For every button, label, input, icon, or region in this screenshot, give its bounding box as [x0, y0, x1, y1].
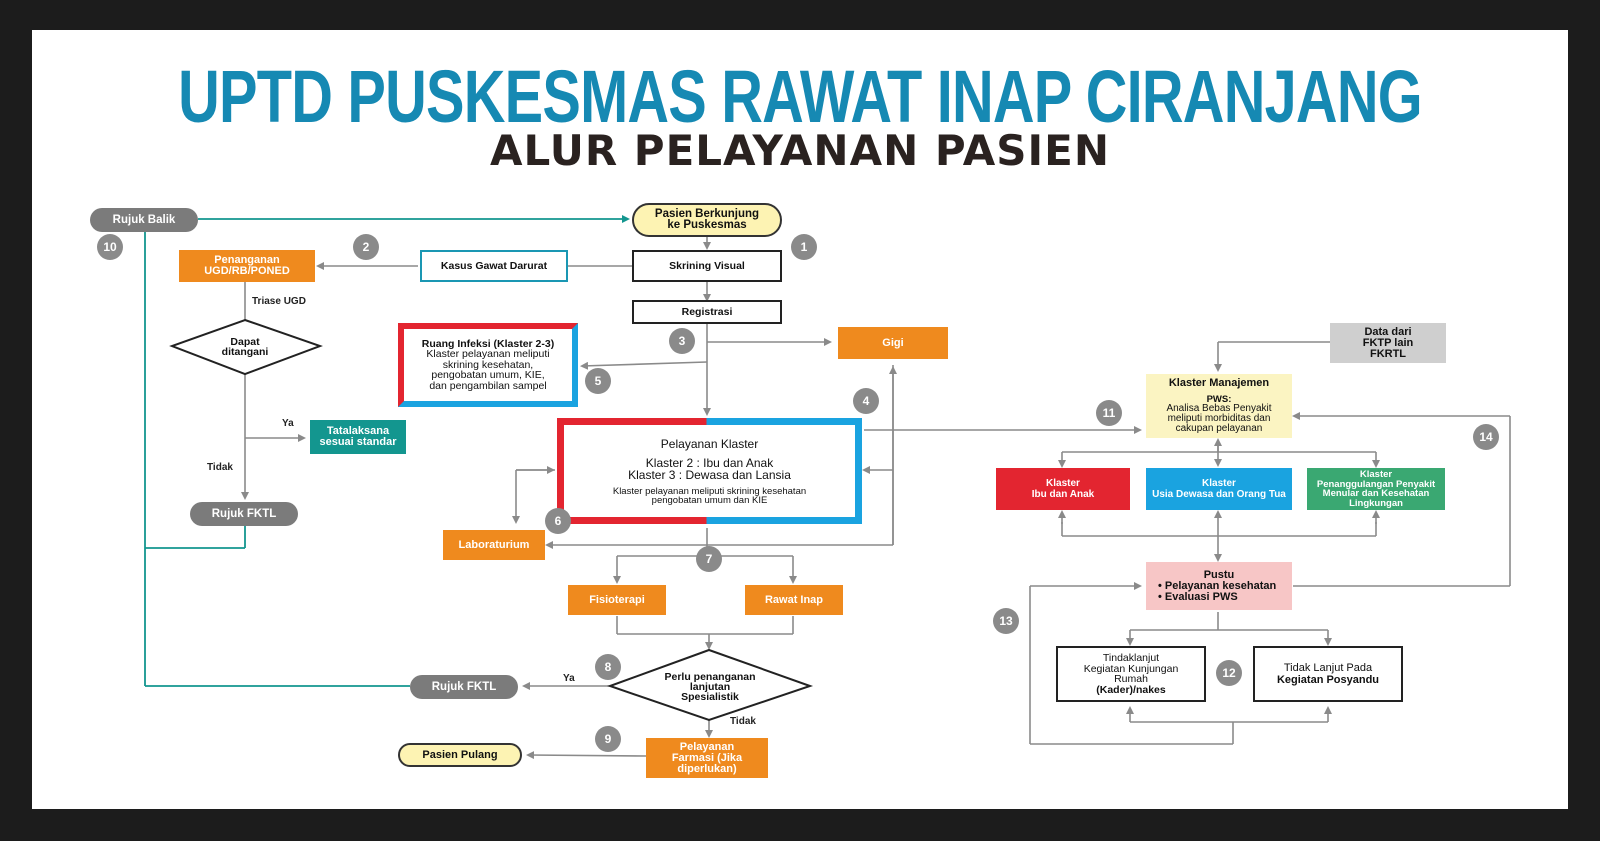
klaster-penyakit-line-3: Menular dan Kesehatan: [1322, 488, 1430, 499]
ruang-infeksi-line-4: dan pengambilan sampel: [429, 379, 547, 392]
ya-label-1: Ya: [282, 418, 294, 429]
step-badge-2: 2: [353, 234, 379, 260]
tidak-label-2: Tidak: [730, 716, 756, 727]
pelayanan-klaster-node: [557, 418, 862, 524]
step-badge-14: 14: [1473, 424, 1499, 450]
klaster-usia-line-1: Klaster: [1202, 478, 1236, 489]
perlu-penanganan-line-3: Spesialistik: [681, 691, 739, 703]
fisioterapi-node: Fisioterapi: [568, 585, 666, 615]
rujuk-fktl-node-2: Rujuk FKTL: [410, 675, 518, 699]
penanganan-ugd-line-2: UGD/RB/PONED: [204, 265, 290, 277]
perlu-penanganan-line-1: Perlu penanganan: [664, 671, 756, 683]
step-badge-12: 12: [1216, 660, 1242, 686]
step-badge-3: 3: [669, 328, 695, 354]
poster-subtitle: ALUR PELAYANAN PASIEN: [489, 126, 1111, 175]
tatalaksana-line-2: sesuai standar: [319, 436, 397, 448]
triase-ugd-label: Triase UGD: [252, 296, 306, 307]
perlu-penanganan-text: [640, 671, 780, 703]
klaster-penyakit-line-4: Lingkungan: [1349, 497, 1403, 509]
tindaklanjut-line-1: Tindaklanjut: [1102, 652, 1160, 664]
klaster-penyakit-node: [1307, 468, 1445, 510]
laboratorium-node: Laboraturium: [443, 530, 545, 560]
data-fktp-line-3: FKRTL: [1369, 347, 1407, 360]
klaster-ibu-line-2: Ibu dan Anak: [1031, 489, 1095, 500]
step-badge-1: 1: [791, 234, 817, 260]
step-badge-4: 4: [853, 388, 879, 414]
ruang-infeksi-line-1: Klaster pelayanan meliputi: [426, 348, 550, 361]
pasien-pulang-node: Pasien Pulang: [398, 743, 522, 767]
pasien-berkunjung-node: [632, 203, 782, 237]
tindaklanjut-line-3: Rumah: [1114, 673, 1148, 685]
ruang-infeksi-node: [398, 323, 578, 407]
ruang-infeksi-title: Ruang Infeksi (Klaster 2-3): [421, 337, 555, 350]
rujuk-fktl-node-1: Rujuk FKTL: [190, 502, 298, 526]
data-fktp-node: [1330, 323, 1446, 363]
ruang-infeksi-line-3: pengobatan umum, KIE,: [431, 369, 545, 382]
klaster-manajemen-sub: PWS:: [1206, 393, 1232, 405]
step-badge-9: 9: [595, 726, 621, 752]
tidak-lanjut-line-1: Tidak Lanjut Pada: [1283, 662, 1373, 674]
registrasi-node: Registrasi: [632, 300, 782, 324]
pustu-title: Pustu: [1203, 568, 1235, 581]
tidak-label-1: Tidak: [207, 462, 233, 473]
tatalaksana-line-1: Tatalaksana: [326, 425, 390, 437]
step-badge-6: 6: [545, 508, 571, 534]
klaster-usia-line-2: Usia Dewasa dan Orang Tua: [1152, 489, 1286, 500]
pustu-item-2: • Evaluasi PWS: [1158, 590, 1238, 603]
klaster-ibu-line-1: Klaster: [1046, 478, 1080, 489]
tidak-lanjut-node: [1253, 646, 1403, 702]
dapat-ditangani-text: [190, 334, 300, 360]
step-badge-8: 8: [595, 654, 621, 680]
perlu-penanganan-line-2: lanjutan: [689, 681, 731, 693]
pelayanan-farmasi-line-1: Pelayanan: [679, 740, 735, 753]
gigi-node: Gigi: [838, 327, 948, 359]
klaster-manajemen-line-3: cakupan pelayanan: [1175, 423, 1263, 435]
step-badge-11: 11: [1096, 400, 1122, 426]
pelayanan-klaster-title: Pelayanan Klaster: [660, 436, 759, 451]
pelayanan-farmasi-line-2: Farmasi (Jika: [671, 751, 743, 764]
step-badge-7: 7: [696, 546, 722, 572]
pelayanan-farmasi-node: [646, 738, 768, 778]
rujuk-balik-node: Rujuk Balik: [90, 208, 198, 232]
pasien-berkunjung-line-1: Pasien Berkunjung: [654, 208, 760, 220]
tatalaksana-node: [310, 420, 406, 454]
step-badge-5: 5: [585, 368, 611, 394]
data-fktp-line-1: Data dari: [1364, 325, 1412, 338]
step-badge-13: 13: [993, 608, 1019, 634]
pelayanan-farmasi-line-3: diperlukan): [677, 762, 737, 775]
ruang-infeksi-line-2: skrining kesehatan,: [442, 358, 534, 371]
pelayanan-klaster-note-1: Klaster pelayanan meliputi skrining kesehatan: [612, 485, 807, 497]
data-fktp-line-2: FKTP lain: [1362, 336, 1414, 349]
klaster-manajemen-line-2: meliputi morbiditas dan: [1167, 413, 1271, 425]
klaster-ibu-node: [996, 468, 1130, 510]
tindaklanjut-line-4: (Kader)/nakes: [1096, 683, 1166, 696]
tindaklanjut-line-2: Kegiatan Kunjungan: [1083, 662, 1179, 675]
klaster-manajemen-title: Klaster Manajemen: [1168, 376, 1270, 389]
pelayanan-klaster-note-2: pengobatan umum dan KIE: [651, 495, 768, 506]
dapat-ditangani-line-2: ditangani: [221, 346, 269, 358]
tidak-lanjut-line-2: Kegiatan Posyandu: [1276, 674, 1380, 686]
ya-label-2: Ya: [563, 673, 575, 684]
pustu-node: [1146, 562, 1292, 610]
klaster-manajemen-node: [1146, 374, 1292, 438]
rawat-inap-node: Rawat Inap: [745, 585, 843, 615]
klaster-manajemen-line-1: Analisa Bebas Penyakit: [1166, 403, 1272, 415]
penanganan-ugd-node: [179, 250, 315, 282]
tindaklanjut-node: [1056, 646, 1206, 702]
dapat-ditangani-line-1: Dapat: [230, 336, 260, 348]
step-badge-10: 10: [97, 234, 123, 260]
klaster-usia-node: [1146, 468, 1292, 510]
klaster-penyakit-line-1: Klaster: [1359, 469, 1393, 480]
kasus-gawat-darurat-node: Kasus Gawat Darurat: [420, 250, 568, 282]
pelayanan-klaster-line-1: Klaster 2 : Ibu dan Anak: [645, 455, 774, 470]
poster-title: UPTD PUSKESMAS RAWAT INAP CIRANJANG: [178, 55, 1422, 138]
skrining-visual-node: Skrining Visual: [632, 250, 782, 282]
pustu-item-1: • Pelayanan kesehatan: [1158, 579, 1277, 592]
pelayanan-klaster-line-2: Klaster 3 : Dewasa dan Lansia: [628, 467, 791, 482]
klaster-penyakit-line-2: Penanggulangan Penyakit: [1316, 478, 1436, 490]
pasien-berkunjung-line-2: ke Puskesmas: [667, 219, 747, 231]
penanganan-ugd-line-1: Penanganan: [214, 254, 280, 266]
